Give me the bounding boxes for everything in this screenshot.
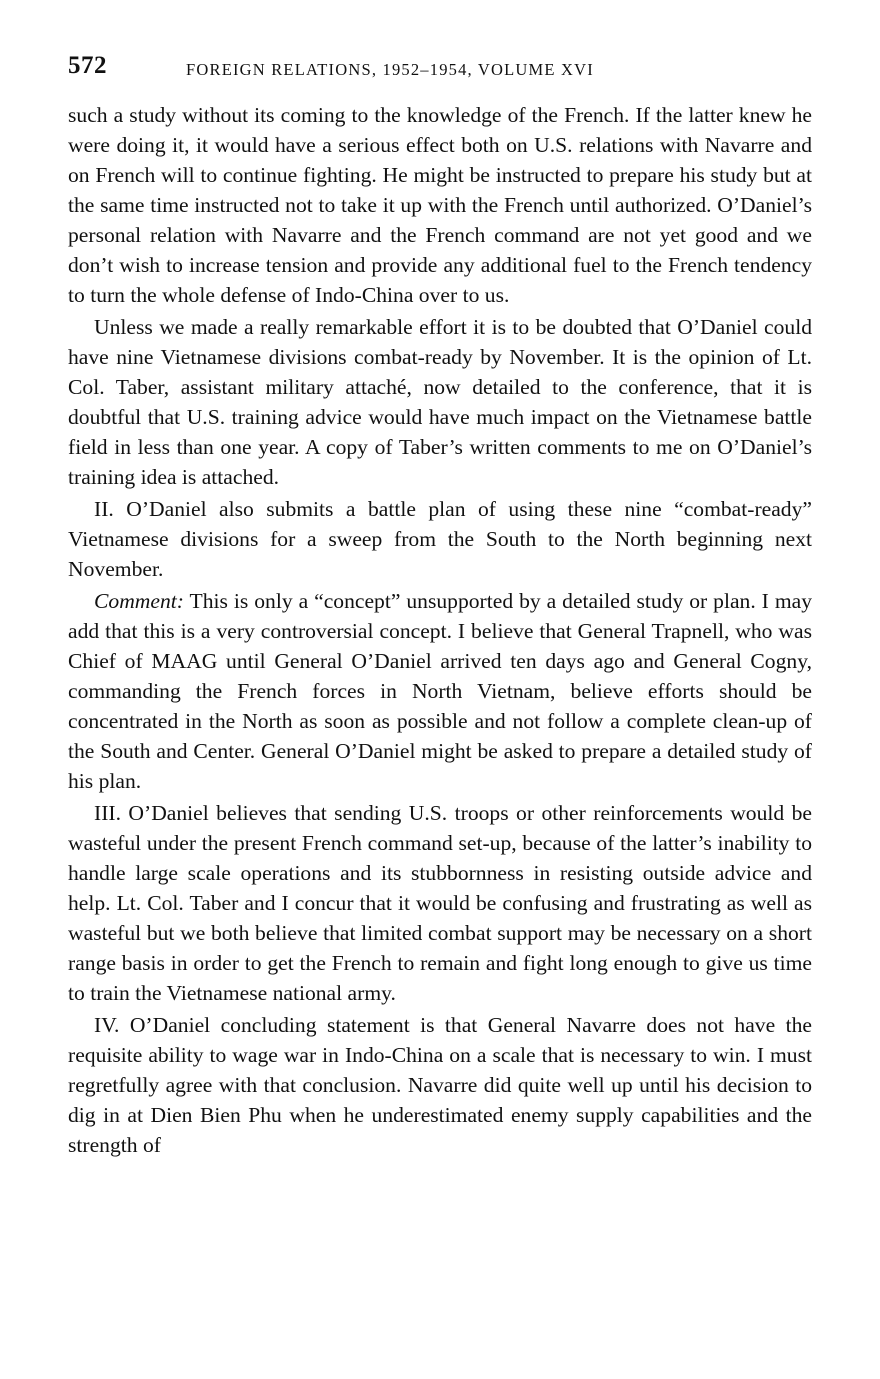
paragraph-point-iii: III. O’Daniel believes that sending U.S. troops or other reinforcements would be wasteful under the present French command set-up, because of the latter’s inability to handle large scale operations and its stubbornness in resisting outside advice and help. Lt. Col. Taber and I concur that it would be confusing and frustrating as well as wasteful but we both believe that limited combat support may be necessary on a short range basis in order to get the French to remain and fight long enough to give us time to train the Vietnamese national army. <box>68 801 812 1005</box>
page-number: 572 <box>68 52 107 79</box>
paragraph-comment <box>68 586 812 796</box>
body-text <box>68 100 812 1160</box>
paragraph-readiness: Unless we made a really remarkable effort it is to be doubted that O’Daniel could have nine Vietnamese divisions combat-ready by November. It is the opinion of Lt. Col. Taber, assistant military attaché, now detailed to the conference, that it is doubtful that U.S. training advice would have much impact on the Vietnamese battle field in less than one year. A copy of Taber’s written comments to me on O’Daniel’s training idea is attached. <box>68 315 812 489</box>
comment-text: This is only a “concept” unsupported by a detailed study or plan. I may add that this is a very controversial concept. I believe that General Trapnell, who was Chief of MAAG until General O’Daniel arrived ten days ago and General Cogny, commanding the French forces in North Vietnam, believe efforts should be concentrated in the North as soon as possible and not follow a complete clean-up of the South and Center. General O’Daniel might be asked to prepare a detailed study of his plan. <box>68 589 812 793</box>
paragraph-point-ii: II. O’Daniel also submits a battle plan of using these nine “combat-ready” Vietnamese divisions for a sweep from the South to the North beginning next November. <box>68 497 812 581</box>
paragraph-continuation: such a study without its coming to the knowledge of the French. If the latter knew he were doing it, it would have a serious effect both on U.S. relations with Navarre and on French will to continue fighting. He might be instructed to prepare his study but at the same time instructed not to take it up with the French until authorized. O’Daniel’s personal relation with Navarre and the French command are not yet good and we don’t wish to increase tension and provide any additional fuel to the French tendency to turn the whole defense of Indo-China over to us. <box>68 103 812 307</box>
page-header <box>68 52 828 92</box>
running-head: FOREIGN RELATIONS, 1952–1954, VOLUME XVI <box>186 60 594 79</box>
paragraph-point-iv: IV. O’Daniel concluding statement is that General Navarre does not have the requisite ability to wage war in Indo-China on a scale that is necessary to win. I must regretfully agree with that conclusion. Navarre did quite well up until his decision to dig in at Dien Bien Phu when he underestimated enemy supply capabilities and the strength of <box>68 1013 812 1157</box>
comment-lead: Comment: <box>94 589 184 613</box>
